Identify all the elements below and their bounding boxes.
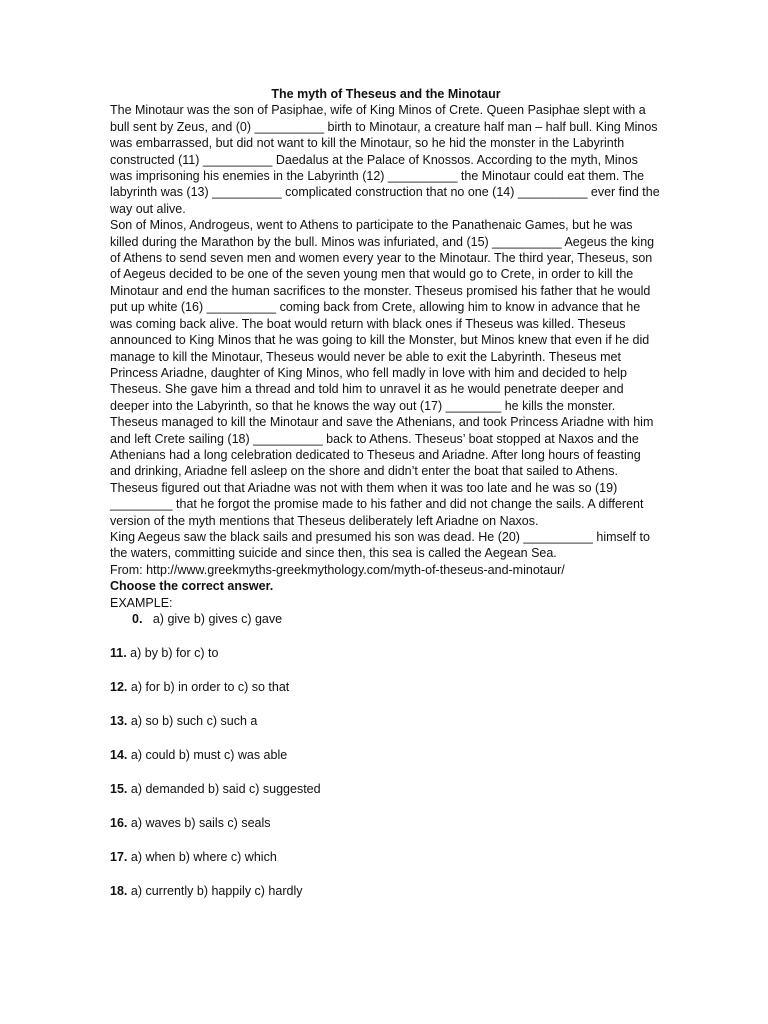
question-item [110, 645, 662, 661]
question-options: a) for b) in order to c) so that [130, 680, 290, 695]
paragraph-1: The Minotaur was the son of Pasiphae, wife of King Minos of Crete. Queen Pasiphae slept with a bull sent by Zeus, and (0) __________ birth to Minotaur, a creature half man – half bull. King Minos was embarrassed, but did not want to kill the Minotaur, so he hid the monster in the Labyrinth constructed (11) __________ Daedalus at the Palace of Knossos. According to the myth, Minos was imprisoning his enemies in the Labyrinth (12) __________ the Minotaur could eat them. The labyrinth was (13) __________ complicated construction that no one (14) __________ ever find the way out alive. [110, 103, 660, 216]
question-number: 16. [110, 816, 128, 831]
question-item [110, 747, 662, 763]
paragraph-2: Son of Minos, Androgeus, went to Athens to participate to the Panathenaic Games, but he was killed during the Marathon by the bull. Minos was infuriated, and (15) __________ Aegeus the king of Athens to send seven men and women every year to the Minotaur. The third year, Theseus, son of Aegeus decided to be one of the seven young men that would go to Crete, in order to kill the Minotaur and end the human sacrifices to the monster. Theseus promised his father that he would put up white (16) __________ coming back from Crete, allowing him to know in advance that he was coming back alive. The boat would return with black ones if Theseus was killed. Theseus announced to King Minos that he was going to kill the Monster, but Minos knew that even if he did manage to kill the Minotaur, Theseus would never be able to exit the Labyrinth. Theseus met Princess Ariadne, daughter of King Minos, who fell madly in love with him and decided to help Theseus. She gave him a thread and told him to unravel it as he would penetrate deeper and deeper into the Labyrinth, so that he knows the way out (17) ________ he kills the monster. Theseus managed to kill the Minotaur and save the Athenians, and took Princess Ariadne with him and left Crete sailing (18) __________ back to Athens. Theseus’ boat stopped at Naxos and the Athenians had a long celebration dedicated to Theseus and Ariadne. After long hours of feasting and drinking, Ariadne fell asleep on the shore and didn’t enter the boat that sailed to Athens. Theseus figured out that Ariadne was not with them when it was too late and he was so (19) _________ that he forgot the promise made to his father and did not change the sails. A different version of the myth mentions that Theseus deliberately left Ariadne on Naxos. [110, 218, 655, 528]
question-item [110, 849, 662, 865]
question-list [110, 645, 662, 899]
question-item [110, 883, 662, 899]
question-options: a) when b) where c) which [130, 850, 277, 865]
question-number: 18. [110, 884, 128, 899]
question-options: a) currently b) happily c) hardly [130, 884, 303, 899]
question-number: 15. [110, 782, 128, 797]
question-number: 14. [110, 748, 128, 763]
question-options: a) by b) for c) to [130, 646, 219, 661]
source-line: From: http://www.greekmyths-greekmythology.com/myth-of-theseus-and-minotaur/ [110, 562, 565, 577]
question-item [110, 713, 662, 729]
question-number: 13. [110, 714, 128, 729]
question-item [110, 679, 662, 695]
document-title: The myth of Theseus and the Minotaur [271, 87, 501, 101]
question-options: a) waves b) sails c) seals [130, 816, 271, 831]
paragraph-3: King Aegeus saw the black sails and presumed his son was dead. He (20) __________ himself to the waters, committing suicide and since then, this sea is called the Aegean Sea. [110, 529, 650, 561]
question-number: 11. [110, 646, 127, 661]
example-options: a) give b) gives c) gave [152, 612, 283, 626]
example-number: 0. [132, 612, 143, 626]
question-item [110, 781, 662, 797]
question-item [110, 815, 662, 831]
document-page [110, 86, 662, 917]
instruction: Choose the correct answer. [110, 579, 274, 594]
example-item [132, 611, 662, 627]
question-number: 17. [110, 850, 128, 865]
question-options: a) could b) must c) was able [130, 748, 288, 763]
question-number: 12. [110, 680, 128, 695]
question-options: a) so b) such c) such a [130, 714, 258, 729]
question-options: a) demanded b) said c) suggested [130, 782, 321, 797]
example-label: EXAMPLE: [110, 595, 173, 610]
